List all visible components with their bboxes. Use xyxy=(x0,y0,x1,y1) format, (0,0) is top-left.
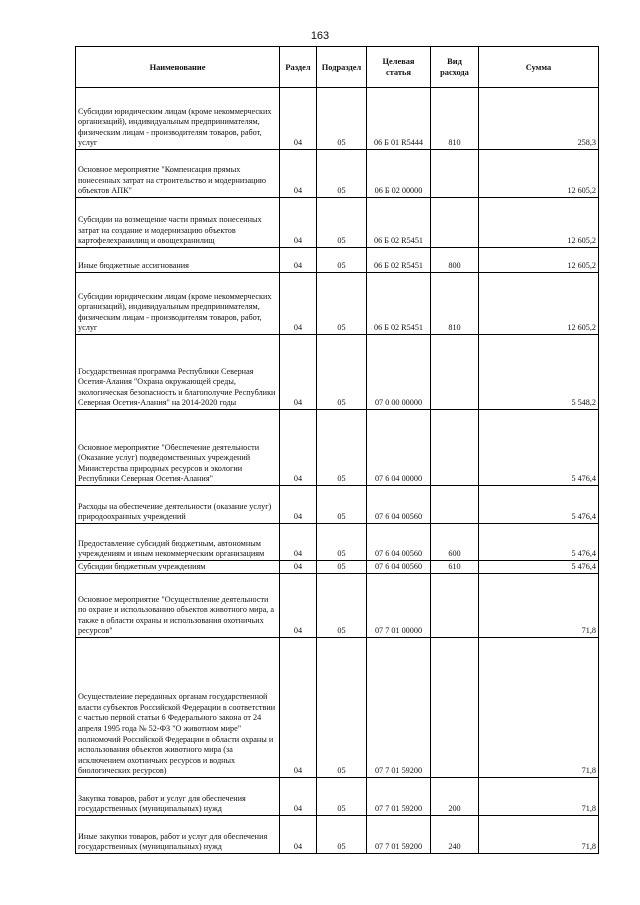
row-target: 07 7 01 59200 xyxy=(367,778,431,816)
row-name: Иные бюджетные ассигнования xyxy=(76,248,280,273)
row-type: 200 xyxy=(431,778,479,816)
row-name: Субсидии юридическим лицам (кроме некоммерческих организаций), индивидуальным предпринимателям, физическим лицам - производителям товаров, работ, услуг xyxy=(76,88,280,150)
row-section: 04 xyxy=(280,816,317,854)
row-target: 06 Б 02 00000 xyxy=(367,150,431,198)
row-section: 04 xyxy=(280,561,317,574)
row-target: 06 Б 02 R5451 xyxy=(367,273,431,335)
table-row xyxy=(76,335,599,410)
header-target-line1: Целевая xyxy=(382,57,415,66)
row-type: 610 xyxy=(431,561,479,574)
row-amount: 71,8 xyxy=(479,638,599,778)
row-type xyxy=(431,410,479,486)
row-type xyxy=(431,198,479,248)
row-amount: 5 548,2 xyxy=(479,335,599,410)
row-target: 06 Б 02 R5451 xyxy=(367,248,431,273)
row-name: Субсидии на возмещение части прямых понесенных затрат на создание и модернизацию объектов картофелехранилищ и овощехранилищ xyxy=(76,198,280,248)
row-target: 07 6 04 00000 xyxy=(367,410,431,486)
row-type: 240 xyxy=(431,816,479,854)
row-section: 04 xyxy=(280,524,317,561)
row-subsection: 05 xyxy=(317,335,367,410)
row-section: 04 xyxy=(280,150,317,198)
row-name: Закупка товаров, работ и услуг для обеспечения государственных (муниципальных) нужд xyxy=(76,778,280,816)
row-type xyxy=(431,150,479,198)
row-name: Иные закупки товаров, работ и услуг для обеспечения государственных (муниципальных) нужд xyxy=(76,816,280,854)
row-target: 06 Б 01 R5444 xyxy=(367,88,431,150)
table-row xyxy=(76,816,599,854)
row-subsection: 05 xyxy=(317,816,367,854)
row-section: 04 xyxy=(280,248,317,273)
row-target: 07 7 01 59200 xyxy=(367,816,431,854)
row-target: 07 0 00 00000 xyxy=(367,335,431,410)
row-name: Субсидии юридическим лицам (кроме некоммерческих организаций), индивидуальным предпринимателям, физическим лицам - производителям товаров, работ, услуг xyxy=(76,273,280,335)
row-name: Предоставление субсидий бюджетным, автономным учреждениям и иным некоммерческим организациям xyxy=(76,524,280,561)
header-subsection: Подраздел xyxy=(317,47,367,88)
row-amount: 71,8 xyxy=(479,574,599,638)
row-section: 04 xyxy=(280,335,317,410)
row-section: 04 xyxy=(280,198,317,248)
row-subsection: 05 xyxy=(317,778,367,816)
row-name: Осуществление переданных органам государственной власти субъектов Российской Федерации в соответствии с частью первой статьи 6 Федерального закона от 24 апреля 1995 года № 52-ФЗ "О животном мире" полномочий Российской Федерации в области охраны и использования объектов животного мира (за исключением охотничьих ресурсов и водных биологических ресурсов) xyxy=(76,638,280,778)
table-row xyxy=(76,638,599,778)
table-row xyxy=(76,150,599,198)
row-subsection: 05 xyxy=(317,524,367,561)
row-amount: 12 605,2 xyxy=(479,198,599,248)
row-subsection: 05 xyxy=(317,273,367,335)
row-section: 04 xyxy=(280,486,317,524)
row-subsection: 05 xyxy=(317,561,367,574)
row-amount: 71,8 xyxy=(479,778,599,816)
row-subsection: 05 xyxy=(317,638,367,778)
table-row xyxy=(76,561,599,574)
row-type: 810 xyxy=(431,273,479,335)
row-target: 06 Б 02 R5451 xyxy=(367,198,431,248)
table-row xyxy=(76,486,599,524)
table-row xyxy=(76,273,599,335)
row-subsection: 05 xyxy=(317,88,367,150)
row-amount: 12 605,2 xyxy=(479,150,599,198)
table-row xyxy=(76,778,599,816)
row-type: 600 xyxy=(431,524,479,561)
header-type-line2: расхода xyxy=(440,68,469,77)
row-section: 04 xyxy=(280,410,317,486)
header-name: Наименование xyxy=(76,47,280,88)
table-row xyxy=(76,88,599,150)
row-subsection: 05 xyxy=(317,574,367,638)
row-subsection: 05 xyxy=(317,248,367,273)
row-amount: 258,3 xyxy=(479,88,599,150)
row-type: 810 xyxy=(431,88,479,150)
row-target: 07 6 04 00560 xyxy=(367,486,431,524)
row-name: Расходы на обеспечение деятельности (оказание услуг) природоохранных учреждений xyxy=(76,486,280,524)
row-type: 800 xyxy=(431,248,479,273)
row-type xyxy=(431,335,479,410)
row-amount: 12 605,2 xyxy=(479,273,599,335)
row-section: 04 xyxy=(280,574,317,638)
row-type xyxy=(431,486,479,524)
table-row xyxy=(76,248,599,273)
row-subsection: 05 xyxy=(317,410,367,486)
header-type xyxy=(431,47,479,88)
row-amount: 5 476,4 xyxy=(479,561,599,574)
row-name: Основное мероприятие "Компенсация прямых понесенных затрат на строительство и модернизацию объектов АПК" xyxy=(76,150,280,198)
page-number: 163 xyxy=(310,30,330,42)
header-target-line2: статья xyxy=(386,68,411,77)
row-section: 04 xyxy=(280,88,317,150)
table-row xyxy=(76,524,599,561)
row-subsection: 05 xyxy=(317,486,367,524)
table-row xyxy=(76,574,599,638)
budget-table xyxy=(75,46,599,854)
header-section: Раздел xyxy=(280,47,317,88)
row-target: 07 7 01 00000 xyxy=(367,574,431,638)
row-amount: 12 605,2 xyxy=(479,248,599,273)
row-section: 04 xyxy=(280,778,317,816)
row-section: 04 xyxy=(280,638,317,778)
row-name: Субсидии бюджетным учреждениям xyxy=(76,561,280,574)
row-amount: 71,8 xyxy=(479,816,599,854)
header-target xyxy=(367,47,431,88)
row-subsection: 05 xyxy=(317,198,367,248)
header-row xyxy=(76,47,599,88)
table-row xyxy=(76,410,599,486)
row-target: 07 6 04 00560 xyxy=(367,524,431,561)
row-name: Основное мероприятие "Обеспечение деятельности (Оказание услуг) подведомственных учреждений Министерства природных ресурсов и экологии Республики Северная Осетия-Алания" xyxy=(76,410,280,486)
table-body xyxy=(76,88,599,854)
row-amount: 5 476,4 xyxy=(479,410,599,486)
row-name: Основное мероприятие "Осуществление деятельности по охране и использованию объектов животного мира, а также в области охраны и использования охотничьих ресурсов" xyxy=(76,574,280,638)
row-section: 04 xyxy=(280,273,317,335)
row-amount: 5 476,4 xyxy=(479,486,599,524)
row-type xyxy=(431,638,479,778)
table-row xyxy=(76,198,599,248)
table-header xyxy=(76,47,599,88)
row-type xyxy=(431,574,479,638)
header-amount: Сумма xyxy=(479,47,599,88)
row-target: 07 6 04 00560 xyxy=(367,561,431,574)
row-name: Государственная программа Республики Северная Осетия-Алания "Охрана окружающей среды, экологическая безопасность и благополучие Республики Северная Осетия-Алания" на 2014-2020 годы xyxy=(76,335,280,410)
row-subsection: 05 xyxy=(317,150,367,198)
header-type-line1: Вид xyxy=(447,57,462,66)
row-amount: 5 476,4 xyxy=(479,524,599,561)
row-target: 07 7 01 59200 xyxy=(367,638,431,778)
